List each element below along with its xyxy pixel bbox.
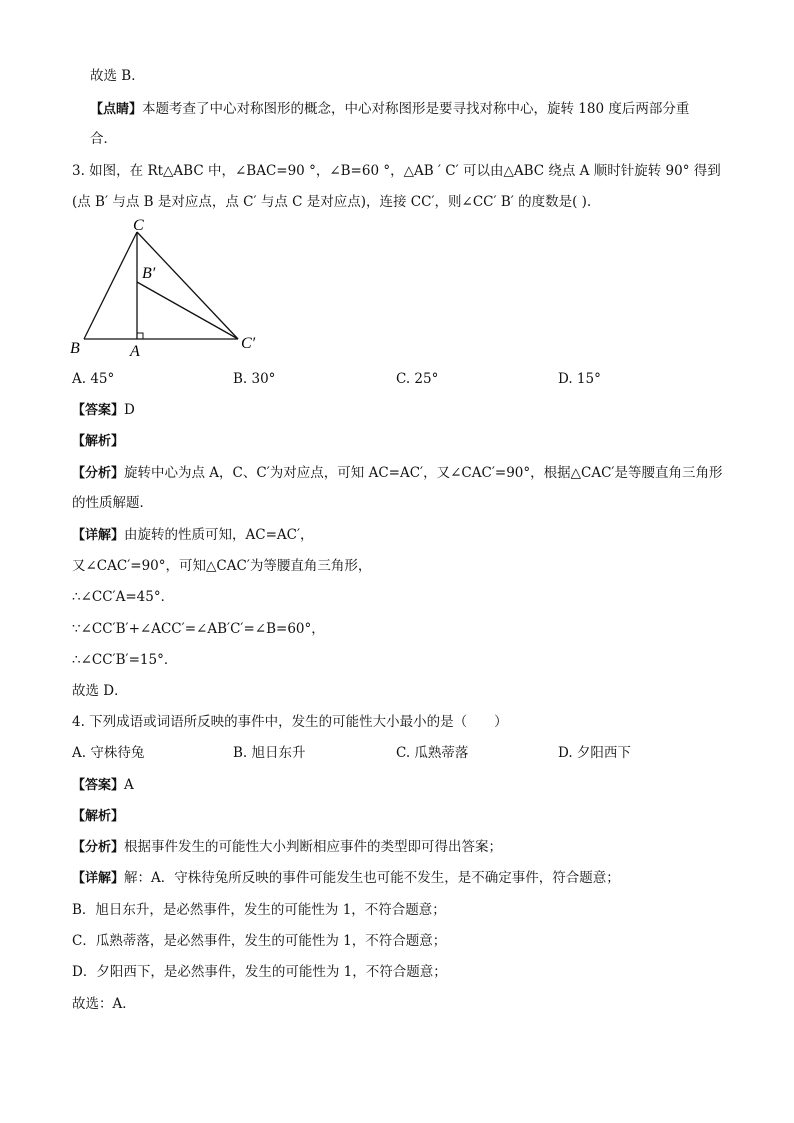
q3-xiangjie-tag: 【详解】 — [72, 528, 125, 543]
label-B: B — [70, 340, 80, 357]
q4-step: B．旭日东升，是必然事件，发生的可能性为 1，不符合题意； — [72, 902, 446, 918]
q3-step: ∴∠CC′A=45°． — [72, 589, 175, 605]
q4-xiangjie-text: 解：A．守株待兔所反映的事件可能发生也可能不发生，是不确定事件，符合题意； — [124, 870, 620, 886]
q3-fenxi-text: 旋转中心为点 A，C、C′为对应点，可知 AC=AC′，又∠CAC′=90°，根据△CAC′是等腰直角三角形 — [124, 465, 723, 481]
q4-stem: 4. 下列成语或词语所反映的事件中，发生的可能性大小最小的是（ ） — [72, 714, 508, 730]
q4-step: D．夕阳西下，是必然事件，发生的可能性为 1，不符合题意； — [72, 964, 447, 980]
q3-conclusion: 故选 D． — [72, 683, 128, 699]
q3-option-b: B. 30° — [233, 371, 276, 387]
q4-answer — [72, 776, 134, 795]
q3-fenxi — [72, 464, 722, 483]
q3-step: ∴∠CC′B′=15°． — [72, 652, 178, 668]
q4-option-c: C. 瓜熟蒂落 — [396, 745, 469, 761]
q3-analysis-tag: 【解析】 — [72, 434, 125, 449]
right-angle-mark — [137, 333, 143, 339]
segment-B1C1 — [137, 282, 238, 339]
prev-conclusion: 故选 B． — [90, 68, 145, 84]
hint-tag: 【点睛】 — [90, 102, 143, 117]
q3-stem-line2: (点 B′ 与点 B 是对应点，点 C′ 与点 C 是对应点)，连接 CC′，则∠CC′ B′ 的度数是( ). — [72, 194, 592, 210]
q4-fenxi — [72, 838, 502, 857]
q3-xiangjie-text: 由旋转的性质可知，AC=AC′， — [124, 527, 314, 543]
q3-stem-line1: 3. 如图，在 Rt△ABC 中，∠BAC=90 °，∠B=60 °，△AB ′ C′ 可以由△ABC 绕点 A 顺时针旋转 90° 得到 — [72, 163, 721, 179]
q4-answer-value: A — [124, 777, 134, 793]
hint-text: 本题考查了中心对称图形的概念，中心对称图形是要寻找对称中心，旋转 180 度后两部分重 — [142, 101, 690, 117]
q3-option-a: A. 45° — [72, 371, 115, 387]
label-C-prime: C′ — [241, 335, 256, 352]
q4-analysis-heading — [72, 807, 124, 826]
prev-hint — [90, 100, 689, 119]
q3-answer-value: D — [124, 402, 135, 418]
segment-CC1 — [137, 232, 238, 339]
q4-fenxi-text: 根据事件发生的可能性大小判断相应事件的类型即可得出答案； — [124, 839, 503, 855]
q3-fenxi-tag: 【分析】 — [72, 466, 125, 481]
q4-analysis-tag: 【解析】 — [72, 809, 125, 824]
q3-fenxi-continued: 的性质解题． — [72, 495, 153, 511]
q4-fenxi-tag: 【分析】 — [72, 840, 125, 855]
prev-hint-continued: 合． — [90, 131, 117, 147]
label-A: A — [130, 343, 140, 360]
q3-option-c: C. 25° — [396, 371, 439, 387]
q4-option-b: B. 旭日东升 — [233, 745, 306, 761]
q4-xiangjie — [72, 869, 620, 888]
segment-BC — [84, 232, 137, 339]
q4-option-a: A. 守株待兔 — [72, 745, 145, 761]
q3-triangle-figure — [64, 218, 274, 360]
q3-step: ∵∠CC′B′+∠ACC′=∠AB′C′=∠B=60°， — [72, 621, 325, 637]
q3-xiangjie — [72, 526, 314, 545]
q4-option-d: D. 夕阳西下 — [558, 745, 631, 761]
q4-conclusion: 故选：A． — [72, 996, 136, 1012]
q3-answer-tag: 【答案】 — [72, 403, 125, 418]
label-B-prime: B′ — [142, 265, 156, 282]
q3-answer — [72, 401, 135, 420]
q4-answer-tag: 【答案】 — [72, 778, 125, 793]
q3-analysis-heading — [72, 432, 124, 451]
q3-option-d: D. 15° — [558, 371, 601, 387]
q3-step: 又∠CAC′=90°，可知△CAC′为等腰直角三角形， — [72, 558, 372, 574]
label-C: C — [133, 218, 144, 234]
q4-xiangjie-tag: 【详解】 — [72, 871, 125, 886]
q4-step: C．瓜熟蒂落，是必然事件，发生的可能性为 1，不符合题意； — [72, 933, 447, 949]
